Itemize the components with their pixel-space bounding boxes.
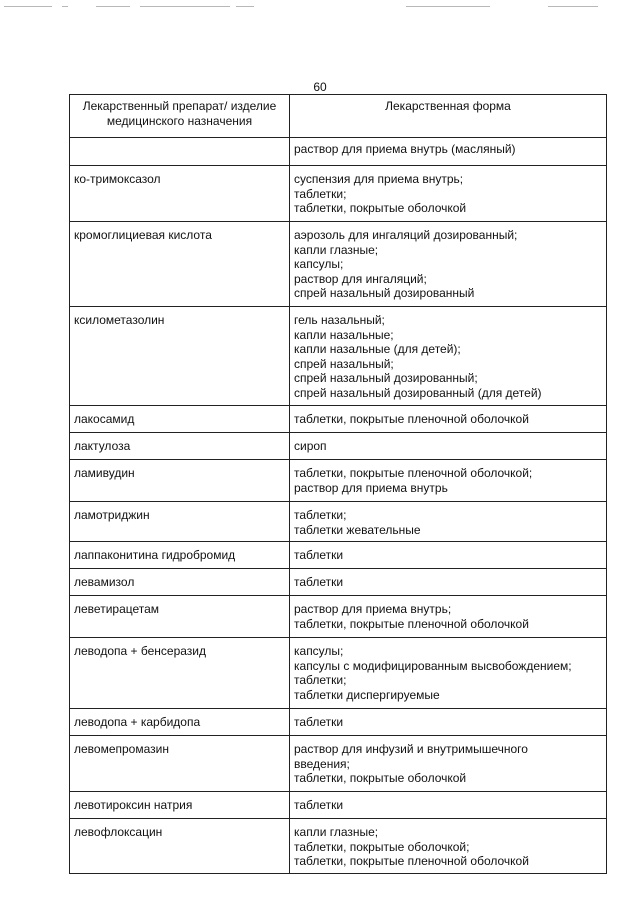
form-line: таблетки, покрытые оболочкой; <box>294 839 470 854</box>
table-header-row <box>70 95 607 138</box>
drug-form-cell <box>290 406 607 433</box>
table-row <box>70 542 607 569</box>
drug-form-cell <box>290 736 607 792</box>
form-line: спрей назальный дозированный; <box>294 371 478 385</box>
table-row <box>70 307 607 406</box>
form-line: таблетки жевательные <box>294 522 421 537</box>
form-line: таблетки; <box>294 508 347 522</box>
form-line: таблетки, покрытые оболочкой <box>294 771 467 785</box>
drug-form-cell <box>290 307 607 406</box>
table-row <box>70 819 607 874</box>
drug-name-cell: левофлоксацин <box>70 819 290 874</box>
table-row <box>70 736 607 792</box>
form-line: введения; <box>294 756 350 771</box>
form-line: капли назальные (для детей); <box>294 342 461 356</box>
form-line: капли глазные; <box>294 242 379 257</box>
form-line: спрей назальный дозированный <box>294 286 475 300</box>
form-line: таблетки <box>294 575 344 589</box>
drug-name-cell: ламотриджин <box>70 502 290 542</box>
form-line: раствор для приема внутрь (масляный) <box>294 142 516 156</box>
table-row <box>70 792 607 819</box>
form-line: таблетки, покрытые пленочной оболочкой <box>294 616 529 631</box>
table-row <box>70 166 607 222</box>
form-line: раствор для приема внутрь; <box>294 602 452 616</box>
drug-name-cell: левамизол <box>70 569 290 596</box>
table-row <box>70 502 607 542</box>
drug-form-cell <box>290 460 607 502</box>
table-row <box>70 569 607 596</box>
drug-name-cell: лактулоза <box>70 433 290 460</box>
form-line: таблетки <box>294 548 344 562</box>
form-line: раствор для приема внутрь <box>294 480 448 495</box>
form-line: таблетки, покрытые пленочной оболочкой <box>294 412 529 426</box>
drug-name-cell: кромоглициевая кислота <box>70 222 290 307</box>
drug-name-cell: леводопа + бенсеразид <box>70 638 290 709</box>
form-line: сироп <box>294 439 327 453</box>
drug-name-cell: лакосамид <box>70 406 290 433</box>
drug-name-cell: ламивудин <box>70 460 290 502</box>
drug-form-cell <box>290 542 607 569</box>
form-line: капли назальные; <box>294 327 394 342</box>
drug-form-cell <box>290 569 607 596</box>
drug-form-cell <box>290 138 607 166</box>
drug-name-cell: левомепромазин <box>70 736 290 792</box>
drug-name-cell: леветирацетам <box>70 596 290 638</box>
form-line: раствор для ингаляций; <box>294 271 427 286</box>
table-row <box>70 222 607 307</box>
drug-form-cell <box>290 596 607 638</box>
form-line: капсулы; <box>294 257 344 271</box>
table-row <box>70 709 607 736</box>
header-drug: Лекарственный препарат/ изделие медицинского назначения <box>70 95 290 138</box>
form-line: таблетки; <box>294 186 347 201</box>
table-body <box>70 138 607 874</box>
form-line: таблетки <box>294 798 344 812</box>
table-row <box>70 596 607 638</box>
table-row <box>70 138 607 166</box>
drug-form-cell <box>290 222 607 307</box>
drug-form-cell <box>290 819 607 874</box>
drug-form-cell <box>290 709 607 736</box>
form-line: капсулы с модифицированным высвобождением; <box>294 658 572 673</box>
table-row <box>70 638 607 709</box>
drug-form-cell <box>290 166 607 222</box>
form-line: таблетки; <box>294 673 347 687</box>
form-line: суспензия для приема внутрь; <box>294 172 464 186</box>
form-line: спрей назальный; <box>294 356 394 371</box>
table-row <box>70 433 607 460</box>
form-line: таблетки <box>294 715 344 729</box>
drug-form-cell <box>290 792 607 819</box>
form-line: таблетки, покрытые оболочкой <box>294 201 467 215</box>
header-form: Лекарственная форма <box>290 95 607 138</box>
drug-name-cell: лаппаконитина гидробромид <box>70 542 290 569</box>
drug-name-cell: левотироксин натрия <box>70 792 290 819</box>
table-row <box>70 460 607 502</box>
drug-form-cell <box>290 502 607 542</box>
table-row <box>70 406 607 433</box>
form-line: таблетки, покрытые пленочной оболочкой <box>294 854 529 868</box>
page-number: 60 <box>313 80 327 94</box>
form-line: аэрозоль для ингаляций дозированный; <box>294 228 518 242</box>
form-line: капли глазные; <box>294 825 379 839</box>
form-line: гель назальный; <box>294 313 385 327</box>
drug-form-cell <box>290 638 607 709</box>
drug-name-cell: ко-тримоксазол <box>70 166 290 222</box>
drug-name-cell: ксилометазолин <box>70 307 290 406</box>
form-line: таблетки диспергируемые <box>294 687 440 702</box>
drug-form-cell <box>290 433 607 460</box>
drug-name-cell: леводопа + карбидопа <box>70 709 290 736</box>
scan-artifact-marks <box>0 6 640 10</box>
drug-name-cell <box>70 138 290 166</box>
form-line: спрей назальный дозированный (для детей) <box>294 385 542 400</box>
form-line: капсулы; <box>294 644 344 658</box>
form-line: раствор для инфузий и внутримышечного <box>294 742 528 756</box>
drug-forms-table <box>69 94 607 874</box>
form-line: таблетки, покрытые пленочной оболочкой; <box>294 466 533 480</box>
